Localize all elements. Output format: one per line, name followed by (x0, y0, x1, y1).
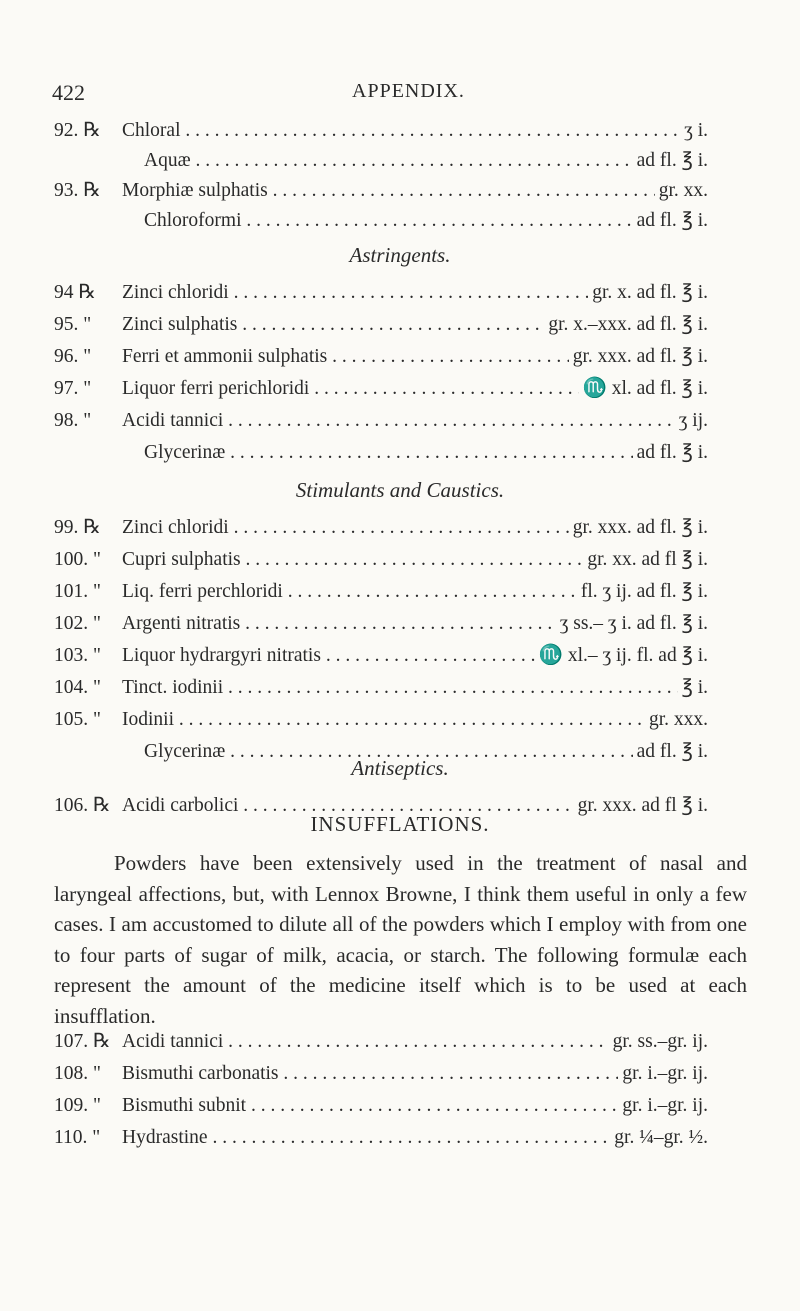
dose-amount: gr. ¼–gr. ½. (610, 1123, 708, 1153)
dose-amount: gr. x.–xxx. ad fl. ℥ i. (544, 310, 708, 340)
prescription-row (0, 673, 800, 703)
prescription-row (0, 278, 800, 308)
dose-amount: ad fl. ℥ i. (633, 438, 708, 468)
prescription-number: 101. " (54, 581, 101, 602)
prescription-row (0, 1123, 800, 1153)
prescription-number: 104. " (54, 677, 101, 698)
ingredient-name: Hydrastine . . . (122, 1123, 708, 1153)
prescription-number: 105. " (54, 709, 101, 730)
prescription-row (0, 176, 800, 206)
dose-amount: gr. xxx. ad fl ℥ i. (574, 791, 708, 821)
page-number: 422 (52, 80, 85, 105)
ingredient-name: Liquor ferri perichloridi . . . (122, 374, 708, 404)
prescription-row (0, 609, 800, 639)
dose-amount: ad fl. ℥ i. (633, 146, 708, 176)
prescription-number: 99. ℞ (54, 517, 101, 538)
ingredient-name: Ferri et ammonii sulphatis . . . (122, 342, 708, 372)
prescription-row (0, 406, 800, 436)
ingredient-name: Bismuthi carbonatis . . . (122, 1059, 708, 1089)
prescription-row (0, 206, 800, 236)
prescription-number: 95. " (54, 314, 92, 335)
prescription-number: 110. " (54, 1127, 101, 1148)
prescription-row (0, 342, 800, 372)
prescription-number: 107. ℞ (54, 1031, 111, 1052)
ingredient-name: Liquor hydrargyri nitratis . . . (122, 641, 708, 671)
ingredient-name: Aquæ . . . (144, 146, 708, 176)
section-heading-insufflations: INSUFFLATIONS. (310, 812, 490, 836)
ingredient-name: Morphiæ sulphatis . . . (122, 176, 708, 206)
ingredient-name: Chloroformi . . . (144, 206, 708, 236)
prescription-number: 92. ℞ (54, 120, 101, 141)
running-head: APPENDIX. (352, 80, 465, 102)
dose-amount: fl. ʒ ij. ad fl. ℥ i. (577, 577, 708, 607)
insufflations-paragraph: Powders have been extensively used in the treatment of nasal and laryngeal affections, but, with Lennox Browne, I think them useful in only a few cases. I am accustomed to dilute all of the powders which I employ with from one to four parts of sugar of milk, acacia, or starch. The following formulæ each represent the amount of the medicine itself which is to be used at each insufflation. (54, 851, 747, 1028)
ingredient-name: Zinci sulphatis . . . (122, 310, 708, 340)
prescription-row (0, 438, 800, 468)
ingredient-name: Acidi tannici . . . (122, 1027, 708, 1057)
section-heading-antiseptics: Antiseptics. (351, 756, 449, 780)
prescription-row (0, 705, 800, 735)
dose-amount: gr. ss.–gr. ij. (609, 1027, 708, 1057)
ingredient-name: Glycerinæ . . . (144, 737, 708, 767)
prescription-row (0, 1059, 800, 1089)
ingredient-name: Zinci chloridi . . . (122, 513, 708, 543)
ingredient-name: Zinci chloridi . . . (122, 278, 708, 308)
prescription-row (0, 1091, 800, 1121)
dose-amount: ad fl. ℥ i. (633, 206, 708, 236)
section-heading-stimulants: Stimulants and Caustics. (295, 478, 505, 502)
prescription-number: 97. " (54, 378, 92, 399)
prescription-row (0, 374, 800, 404)
prescription-row (0, 577, 800, 607)
prescription-number: 103. " (54, 645, 101, 666)
dose-amount: ʒ i. (680, 116, 708, 146)
prescription-number: 96. " (54, 346, 92, 367)
prescription-number: 100. " (54, 549, 101, 570)
dose-amount: ℥ i. (678, 673, 708, 703)
ingredient-name: Cupri sulphatis . . . (122, 545, 708, 575)
dose-amount: ♏ xl. ad fl. ℥ i. (579, 374, 708, 404)
ingredient-name: Chloral . . . (122, 116, 708, 146)
dose-amount: gr. i.–gr. ij. (618, 1091, 708, 1121)
dose-amount: gr. xx. (655, 176, 708, 206)
dose-amount: gr. xxx. ad fl. ℥ i. (569, 513, 708, 543)
ingredient-name: Tinct. iodinii . . . (122, 673, 708, 703)
ingredient-name: Glycerinæ . . . (144, 438, 708, 468)
dose-amount: ad fl. ℥ i. (633, 737, 708, 767)
dose-amount: gr. xxx. (645, 705, 708, 735)
ingredient-name: Acidi tannici . . . (122, 406, 708, 436)
prescription-row (0, 513, 800, 543)
prescription-number: 109. " (54, 1095, 101, 1116)
section-heading-astringents: Astringents. (349, 243, 451, 267)
prescription-row (0, 1027, 800, 1057)
ingredient-name: Liq. ferri perchloridi . . . (122, 577, 708, 607)
prescription-row (0, 641, 800, 671)
ingredient-name: Acidi carbolici . . . (122, 791, 708, 821)
dose-amount: gr. xxx. ad fl. ℥ i. (569, 342, 708, 372)
prescription-number: 106. ℞ (54, 795, 111, 816)
prescription-number: 94 ℞ (54, 282, 96, 303)
ingredient-name: Argenti nitratis . . . (122, 609, 708, 639)
prescription-row (0, 545, 800, 575)
prescription-row (0, 146, 800, 176)
dose-amount: ʒ ij. (675, 406, 708, 436)
prescription-number: 98. " (54, 410, 92, 431)
dose-amount: ♏ xl.– ʒ ij. fl. ad ℥ i. (535, 641, 708, 671)
dose-amount: gr. xx. ad fl ℥ i. (583, 545, 708, 575)
dose-amount: gr. i.–gr. ij. (618, 1059, 708, 1089)
ingredient-name: Iodinii . . . (122, 705, 708, 735)
prescription-number: 108. " (54, 1063, 101, 1084)
prescription-row (0, 116, 800, 146)
prescription-number: 102. " (54, 613, 101, 634)
dose-amount: gr. x. ad fl. ℥ i. (588, 278, 708, 308)
prescription-row (0, 310, 800, 340)
prescription-number: 93. ℞ (54, 180, 101, 201)
dose-amount: ʒ ss.– ʒ i. ad fl. ℥ i. (556, 609, 708, 639)
ingredient-name: Bismuthi subnit . . . (122, 1091, 708, 1121)
